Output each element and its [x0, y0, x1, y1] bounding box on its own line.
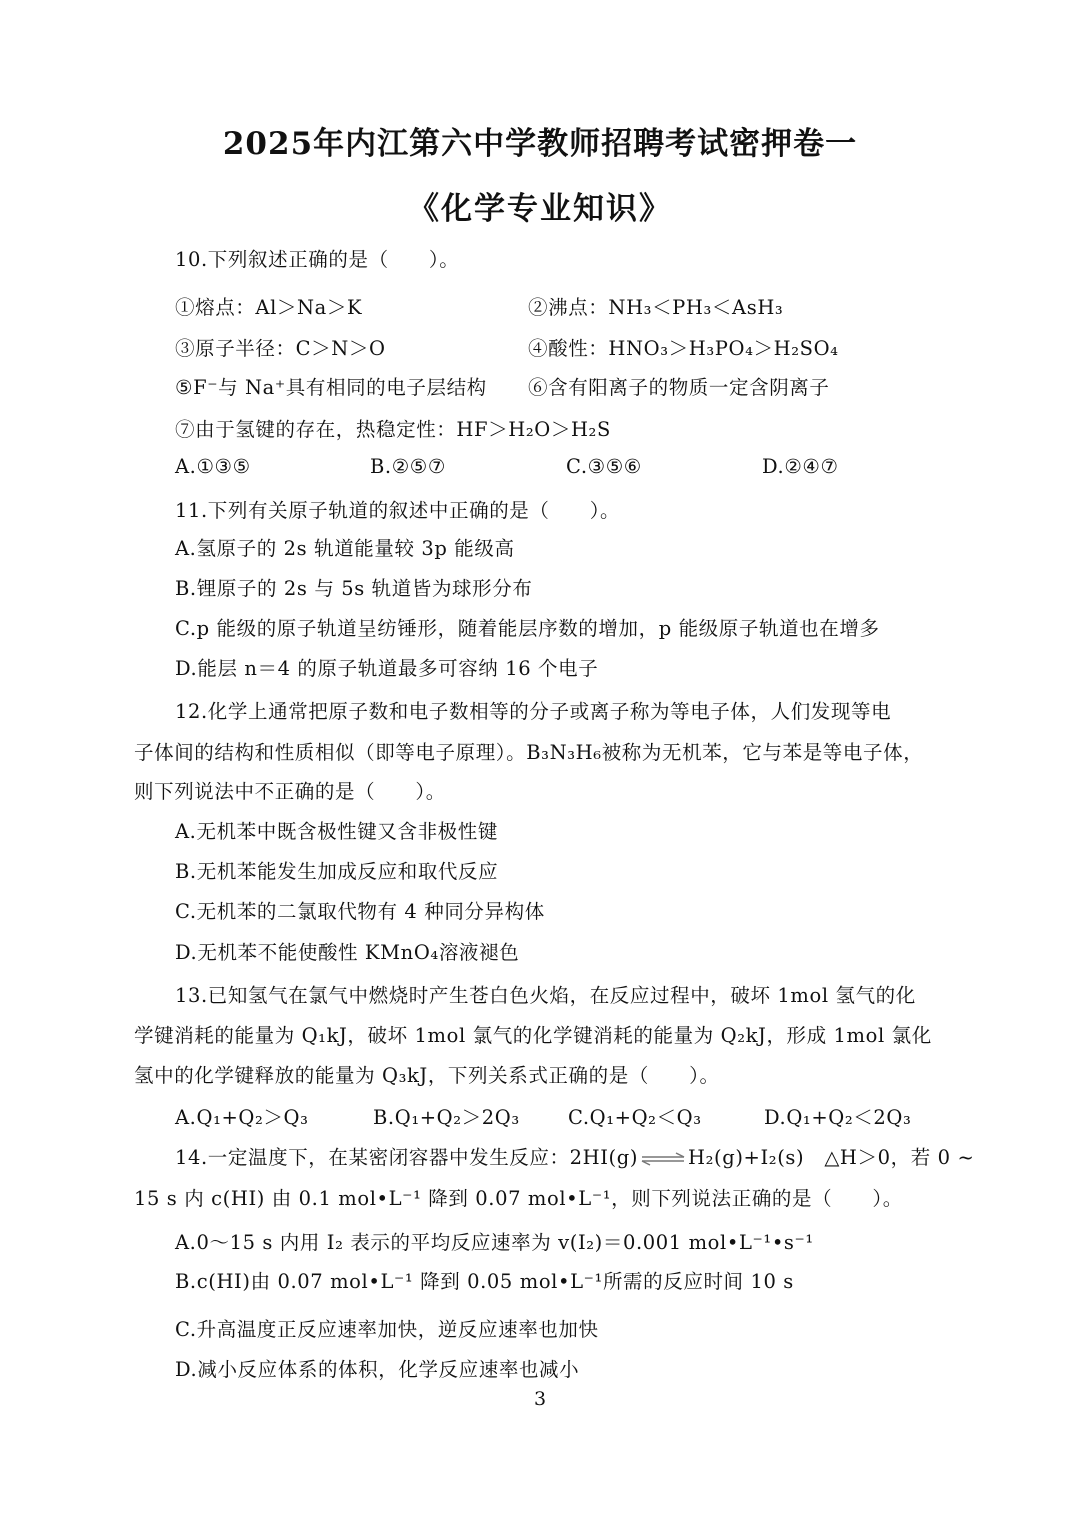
q12-option-a: A.无机苯中既含极性键又含非极性键	[175, 820, 498, 843]
q13-option-d: D.Q₁+Q₂＜2Q₃	[764, 1106, 912, 1129]
q12-option-c: C.无机苯的二氯取代物有 4 种同分异构体	[175, 900, 545, 923]
q11-stem: 11.下列有关原子轨道的叙述中正确的是（ ）。	[175, 499, 621, 522]
q12-stem-line-3: 则下列说法中不正确的是（ ）。	[134, 780, 446, 803]
q12-stem-line-2: 子体间的结构和性质相似（即等电子原理）。B₃N₃H₆被称为无机苯，它与苯是等电子体，	[134, 741, 924, 764]
q12-option-d: D.无机苯不能使酸性 KMnO₄溶液褪色	[175, 941, 520, 964]
q12-option-b: B.无机苯能发生加成反应和取代反应	[175, 860, 499, 883]
q14-stem-line-2: 15 s 内 c(HI) 由 0.1 mol•L⁻¹ 降到 0.07 mol•L⁻¹，则下列说法正确的是（ ）。	[134, 1187, 903, 1210]
q10-item-5: ⑤F⁻与 Na⁺具有相同的电子层结构	[175, 376, 487, 399]
equilibrium-arrow-icon	[640, 1152, 686, 1166]
q13-stem-line-2: 学键消耗的能量为 Q₁kJ，破坏 1mol 氯气的化学键消耗的能量为 Q₂kJ，形成 1mol 氯化	[134, 1024, 932, 1047]
q14-option-d: D.减小反应体系的体积，化学反应速率也减小	[175, 1358, 580, 1381]
q14-option-a: A.0～15 s 内用 I₂ 表示的平均反应速率为 v(I₂)＝0.001 mol•L⁻¹•s⁻¹	[175, 1231, 814, 1254]
q13-option-c: C.Q₁+Q₂＜Q₃	[568, 1106, 702, 1129]
q10-item-6: ⑥含有阳离子的物质一定含阴离子	[528, 376, 830, 399]
q11-option-b: B.锂原子的 2s 与 5s 轨道皆为球形分布	[175, 577, 533, 600]
q13-option-b: B.Q₁+Q₂＞2Q₃	[373, 1106, 520, 1129]
q10-option-d: D.②④⑦	[762, 455, 839, 478]
q14-stem-part-a: 14.一定温度下，在某密闭容器中发生反应：2HI(g)	[175, 1146, 639, 1169]
q11-option-d: D.能层 n＝4 的原子轨道最多可容纳 16 个电子	[175, 657, 599, 680]
q13-stem-line-3: 氢中的化学键释放的能量为 Q₃kJ，下列关系式正确的是（ ）。	[134, 1064, 720, 1087]
q10-option-c: C.③⑤⑥	[566, 455, 642, 478]
q10-item-7: ⑦由于氢键的存在，热稳定性：HF＞H₂O＞H₂S	[175, 418, 611, 441]
q14-stem-line-1	[175, 1144, 974, 1172]
page-subtitle: 《化学专业知识》	[408, 191, 672, 227]
q13-stem-line-1: 13.已知氢气在氯气中燃烧时产生苍白色火焰，在反应过程中，破坏 1mol 氢气的化	[175, 984, 916, 1007]
q14-option-b: B.c(HI)由 0.07 mol•L⁻¹ 降到 0.05 mol•L⁻¹所需的反应时间 10 s	[175, 1270, 794, 1293]
q10-item-1: ①熔点：Al＞Na＞K	[175, 296, 363, 319]
q10-stem: 10.下列叙述正确的是（ ）。	[175, 248, 460, 271]
q10-option-a: A.①③⑤	[175, 455, 251, 478]
q14-option-c: C.升高温度正反应速率加快，逆反应速率也加快	[175, 1318, 599, 1341]
q10-item-2: ②沸点：NH₃＜PH₃＜AsH₃	[528, 296, 784, 319]
page-number: 3	[533, 1388, 547, 1410]
q12-stem-line-1: 12.化学上通常把原子数和电子数相等的分子或离子称为等电子体，人们发现等电	[175, 700, 892, 723]
q11-option-c: C.p 能级的原子轨道呈纺锤形，随着能层序数的增加，p 能级原子轨道也在增多	[175, 617, 880, 640]
q14-stem-part-b: H₂(g)+I₂(s) △H＞0，若 0 ~	[688, 1146, 975, 1169]
q10-item-4: ④酸性：HNO₃＞H₃PO₄＞H₂SO₄	[528, 337, 839, 360]
q10-option-b: B.②⑤⑦	[370, 455, 446, 478]
page-title: 2025年内江第六中学教师招聘考试密押卷一	[222, 126, 858, 162]
q11-option-a: A.氢原子的 2s 轨道能量较 3p 能级高	[175, 537, 515, 560]
q13-option-a: A.Q₁+Q₂＞Q₃	[175, 1106, 309, 1129]
q10-item-3: ③原子半径：C＞N＞O	[175, 337, 386, 360]
